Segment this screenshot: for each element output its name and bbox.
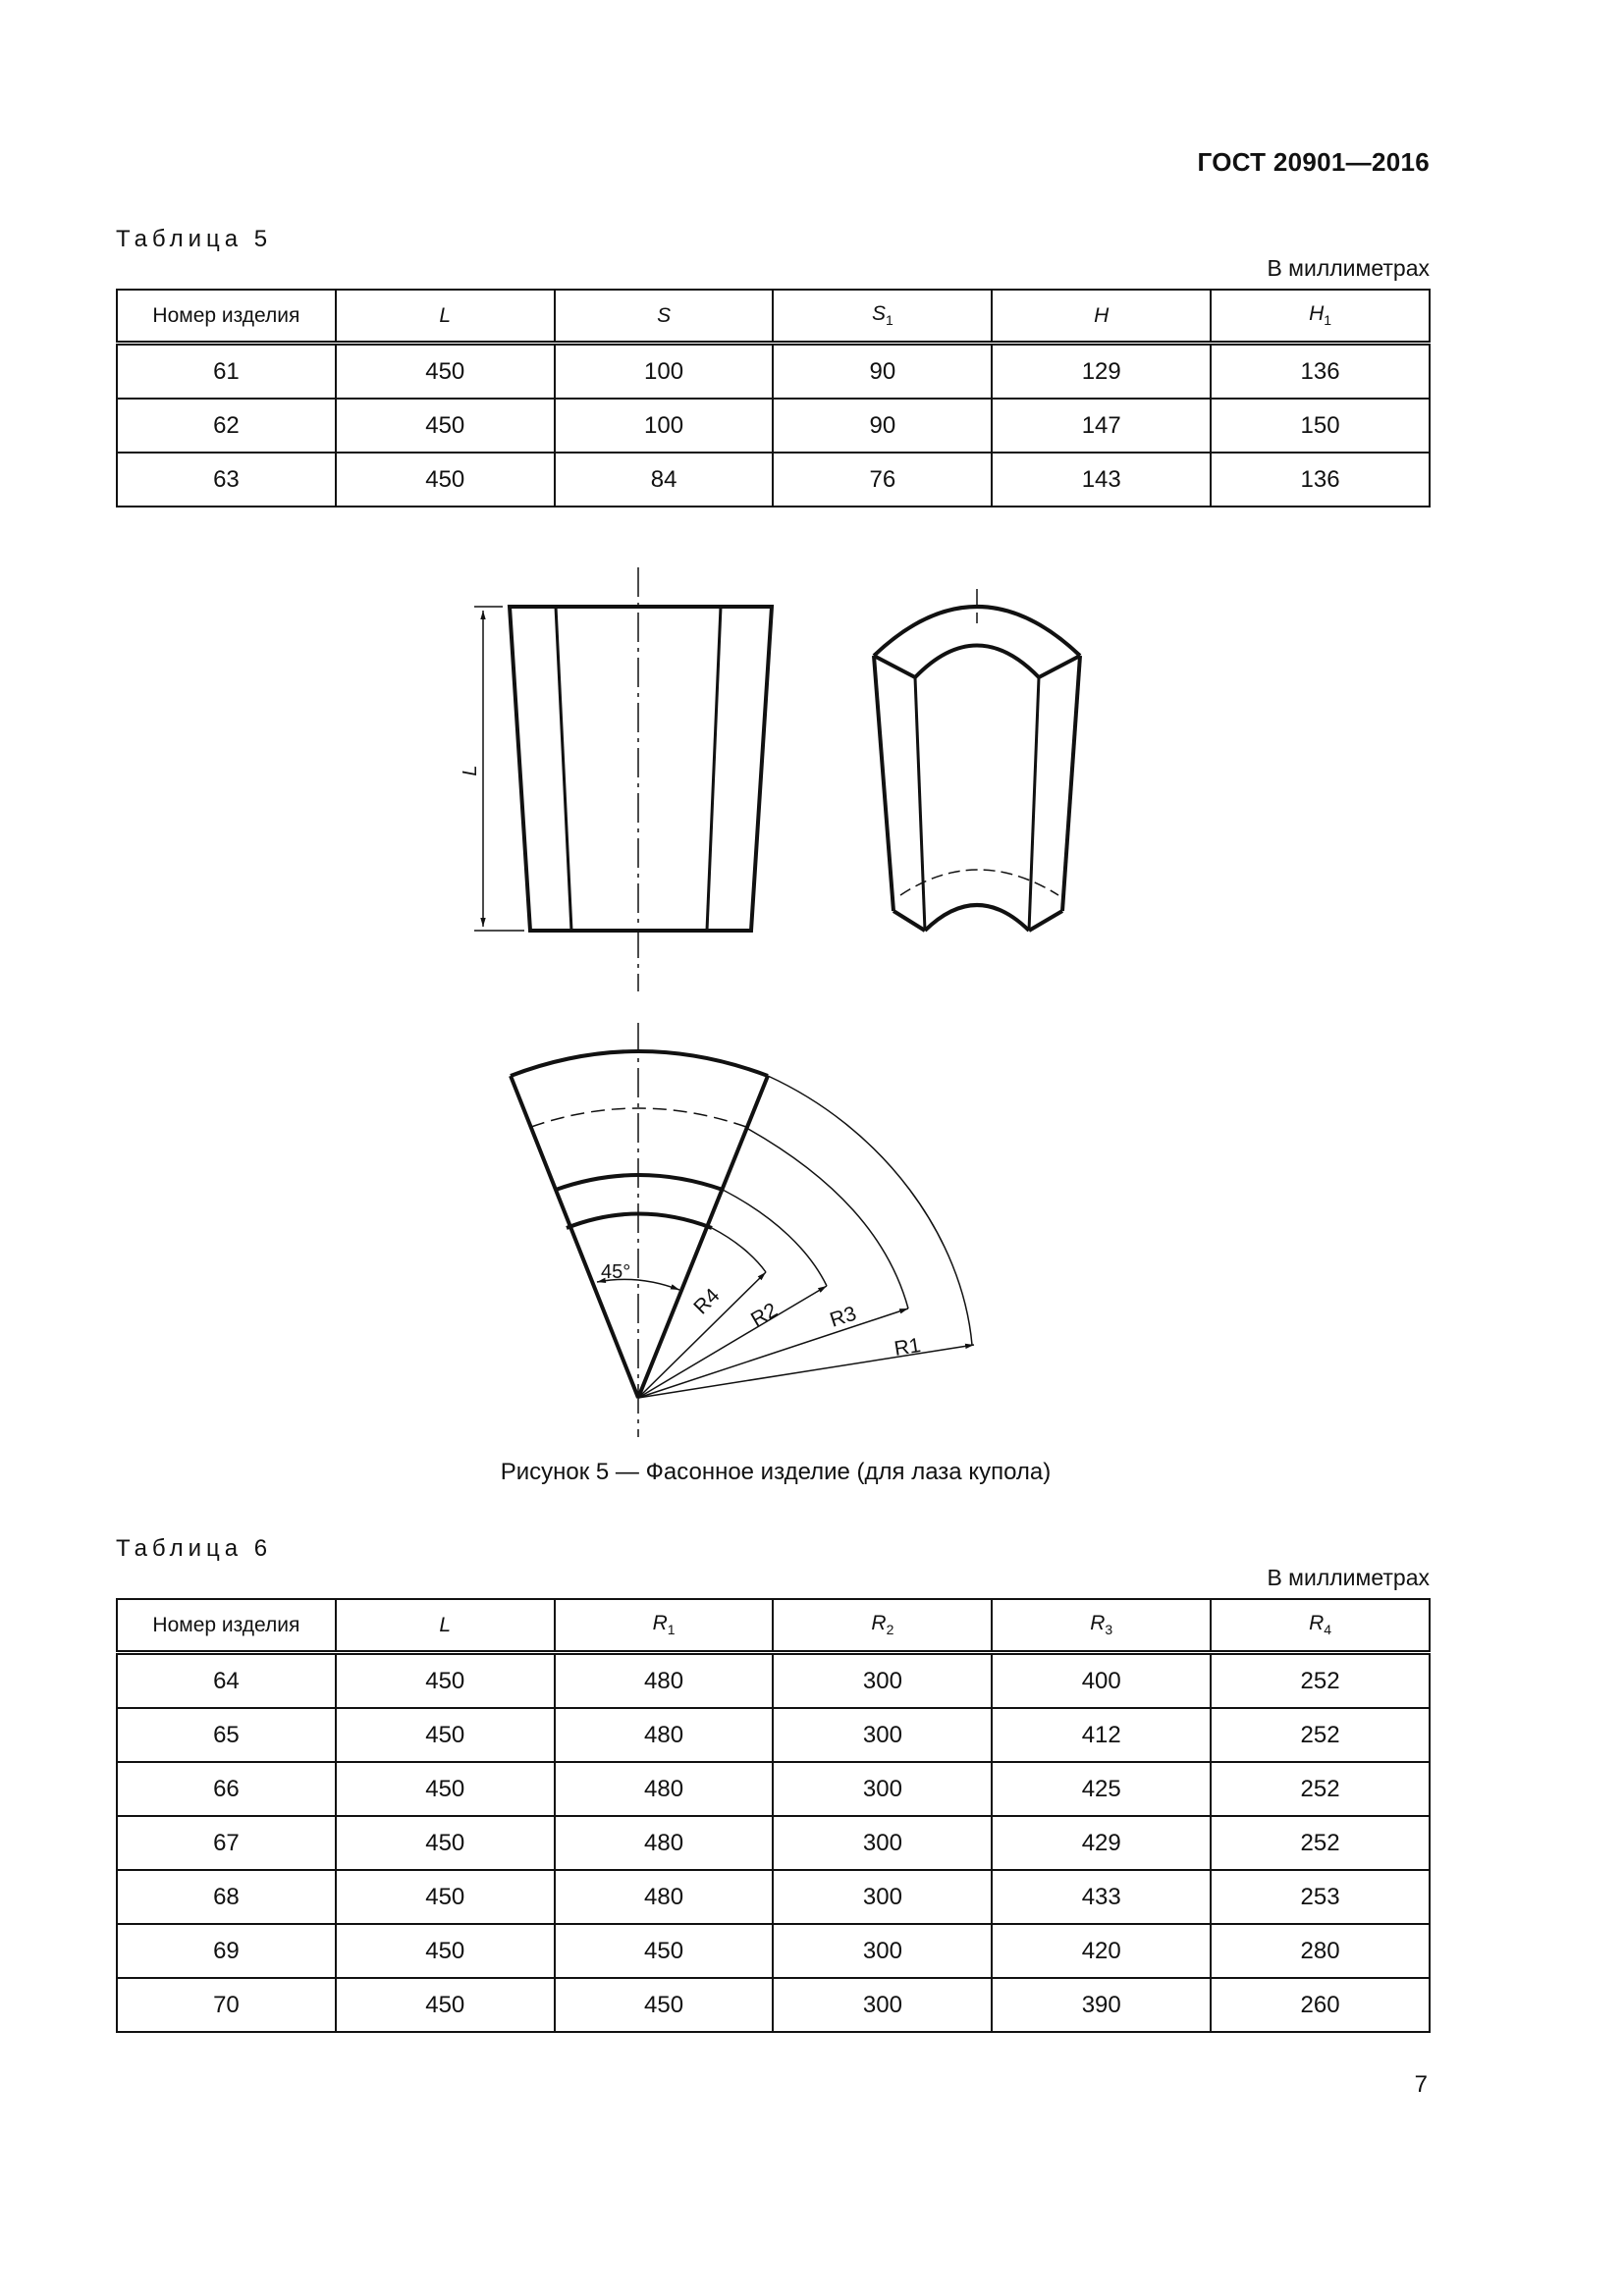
angle-label: 45°	[601, 1261, 631, 1283]
table-cell: 300	[773, 1762, 992, 1816]
table-cell: 300	[773, 1708, 992, 1762]
table-cell: 69	[117, 1924, 336, 1978]
table-cell: 450	[336, 1816, 555, 1870]
table-cell: 300	[773, 1653, 992, 1709]
sector-inner-arc-2	[567, 1214, 712, 1229]
table-cell: 143	[992, 453, 1211, 507]
table-cell: 429	[992, 1816, 1211, 1870]
table-cell: 450	[555, 1978, 774, 2032]
column-header-label: R	[652, 1612, 668, 1635]
side-view	[474, 567, 772, 991]
table6-column-header	[555, 1599, 774, 1653]
column-header-label: H	[1094, 303, 1110, 327]
plan-view	[511, 1023, 974, 1437]
table-row	[117, 1708, 1430, 1762]
table-cell: 280	[1211, 1924, 1430, 1978]
column-header-subscript: 1	[1324, 312, 1332, 329]
side-view-outline	[510, 607, 772, 931]
table-cell: 450	[336, 1870, 555, 1924]
sector-inner-arc-1	[556, 1175, 723, 1190]
table-cell: 450	[336, 1978, 555, 2032]
table-cell: 450	[336, 399, 555, 453]
column-header-label: Номер изделия	[152, 303, 300, 327]
table-row	[117, 1816, 1430, 1870]
table-cell: 480	[555, 1816, 774, 1870]
figure5-caption: Рисунок 5 — Фасонное изделие (для лаза купола)	[500, 1459, 1052, 1485]
table-cell: 70	[117, 1978, 336, 2032]
side-view-inner-right	[707, 607, 721, 931]
column-header-label: R	[871, 1612, 887, 1635]
table-cell: 76	[773, 453, 992, 507]
table-cell: 260	[1211, 1978, 1430, 2032]
r1-extension-arc	[768, 1076, 972, 1345]
table-row	[117, 1924, 1430, 1978]
table-cell: 68	[117, 1870, 336, 1924]
table-row	[117, 1870, 1430, 1924]
perspective-right-edge	[1062, 656, 1080, 911]
table-cell: 480	[555, 1870, 774, 1924]
table6-units: В миллиметрах	[1267, 1565, 1430, 1590]
r4-extension-arc	[712, 1228, 766, 1272]
table5-caption: Таблица 5	[116, 226, 273, 252]
column-header-label: Номер изделия	[152, 1613, 300, 1636]
r3-label: R3	[827, 1302, 860, 1332]
r4-label: R4	[689, 1284, 725, 1319]
standard-code: ГОСТ 20901—2016	[1197, 147, 1430, 177]
table6	[116, 1598, 1431, 2033]
table-cell: 480	[555, 1708, 774, 1762]
table6-caption: Таблица 6	[116, 1535, 273, 1562]
column-header-label: R	[1309, 1612, 1325, 1635]
r3-extension-arc	[748, 1129, 908, 1308]
table-cell: 64	[117, 1653, 336, 1709]
table-cell: 412	[992, 1708, 1211, 1762]
table-cell: 65	[117, 1708, 336, 1762]
table-cell: 147	[992, 399, 1211, 453]
r1-leader	[638, 1345, 974, 1398]
table-cell: 450	[336, 1653, 555, 1709]
column-header-label: S	[657, 303, 672, 327]
perspective-top-inner-arc	[915, 646, 1039, 678]
table-cell: 62	[117, 399, 336, 453]
table6-column-header	[773, 1599, 992, 1653]
r2-leader	[638, 1286, 827, 1398]
table-cell: 66	[117, 1762, 336, 1816]
table-cell: 425	[992, 1762, 1211, 1816]
table-cell: 450	[336, 453, 555, 507]
perspective-view	[874, 589, 1080, 931]
table-cell: 433	[992, 1870, 1211, 1924]
table-cell: 84	[555, 453, 774, 507]
table6-header-row	[117, 1599, 1430, 1653]
table-cell: 150	[1211, 399, 1430, 453]
table6-column-header	[992, 1599, 1211, 1653]
table-cell: 252	[1211, 1653, 1430, 1709]
table-cell: 450	[336, 1924, 555, 1978]
table-cell: 252	[1211, 1762, 1430, 1816]
table-cell: 100	[555, 399, 774, 453]
side-view-inner-left	[556, 607, 571, 931]
table-row	[117, 1978, 1430, 2032]
table5-units: В миллиметрах	[1267, 255, 1430, 281]
table-row	[117, 1653, 1430, 1709]
table-cell: 450	[336, 1762, 555, 1816]
column-header-label: R	[1090, 1612, 1106, 1635]
perspective-left-edge	[874, 656, 893, 911]
r1-label: R1	[893, 1334, 923, 1361]
table-cell: 450	[555, 1924, 774, 1978]
table-cell: 400	[992, 1653, 1211, 1709]
table-cell: 420	[992, 1924, 1211, 1978]
table-cell: 253	[1211, 1870, 1430, 1924]
table-cell: 61	[117, 344, 336, 400]
table-cell: 300	[773, 1924, 992, 1978]
r2-extension-arc	[723, 1190, 827, 1286]
table-cell: 90	[773, 344, 992, 400]
sector-outer-arc	[511, 1051, 768, 1076]
table-cell: 300	[773, 1816, 992, 1870]
column-header-label: L	[439, 303, 452, 327]
column-header-subscript: 1	[886, 312, 893, 329]
perspective-bottom-arc	[925, 905, 1029, 931]
table-cell: 450	[336, 1708, 555, 1762]
table-cell: 300	[773, 1870, 992, 1924]
column-header-label: S	[871, 302, 886, 326]
table-row	[117, 1762, 1430, 1816]
column-header-label: H	[1309, 302, 1325, 326]
table-cell: 136	[1211, 453, 1430, 507]
column-header-label: L	[439, 1613, 452, 1636]
table-cell: 252	[1211, 1816, 1430, 1870]
table-cell: 90	[773, 399, 992, 453]
r2-label: R2	[747, 1298, 782, 1332]
length-label: L	[460, 765, 481, 776]
table-cell: 390	[992, 1978, 1211, 2032]
table-cell: 450	[336, 344, 555, 400]
table-cell: 252	[1211, 1708, 1430, 1762]
table-cell: 480	[555, 1653, 774, 1709]
column-header-subscript: 1	[667, 1622, 676, 1638]
table-cell: 480	[555, 1762, 774, 1816]
table-cell: 67	[117, 1816, 336, 1870]
page-number: 7	[1414, 2071, 1428, 2098]
table-cell: 129	[992, 344, 1211, 400]
table-cell: 300	[773, 1978, 992, 2032]
sector-right-edge	[638, 1076, 768, 1398]
sector-left-edge	[511, 1076, 638, 1398]
table-cell: 136	[1211, 344, 1430, 400]
column-header-subscript: 2	[886, 1622, 894, 1638]
column-header-subscript: 3	[1105, 1622, 1113, 1638]
table-cell: 100	[555, 344, 774, 400]
table6-column-header	[117, 1599, 336, 1653]
column-header-subscript: 4	[1324, 1622, 1332, 1638]
table6-column-header	[336, 1599, 555, 1653]
table-cell: 63	[117, 453, 336, 507]
table6-column-header	[1211, 1599, 1430, 1653]
